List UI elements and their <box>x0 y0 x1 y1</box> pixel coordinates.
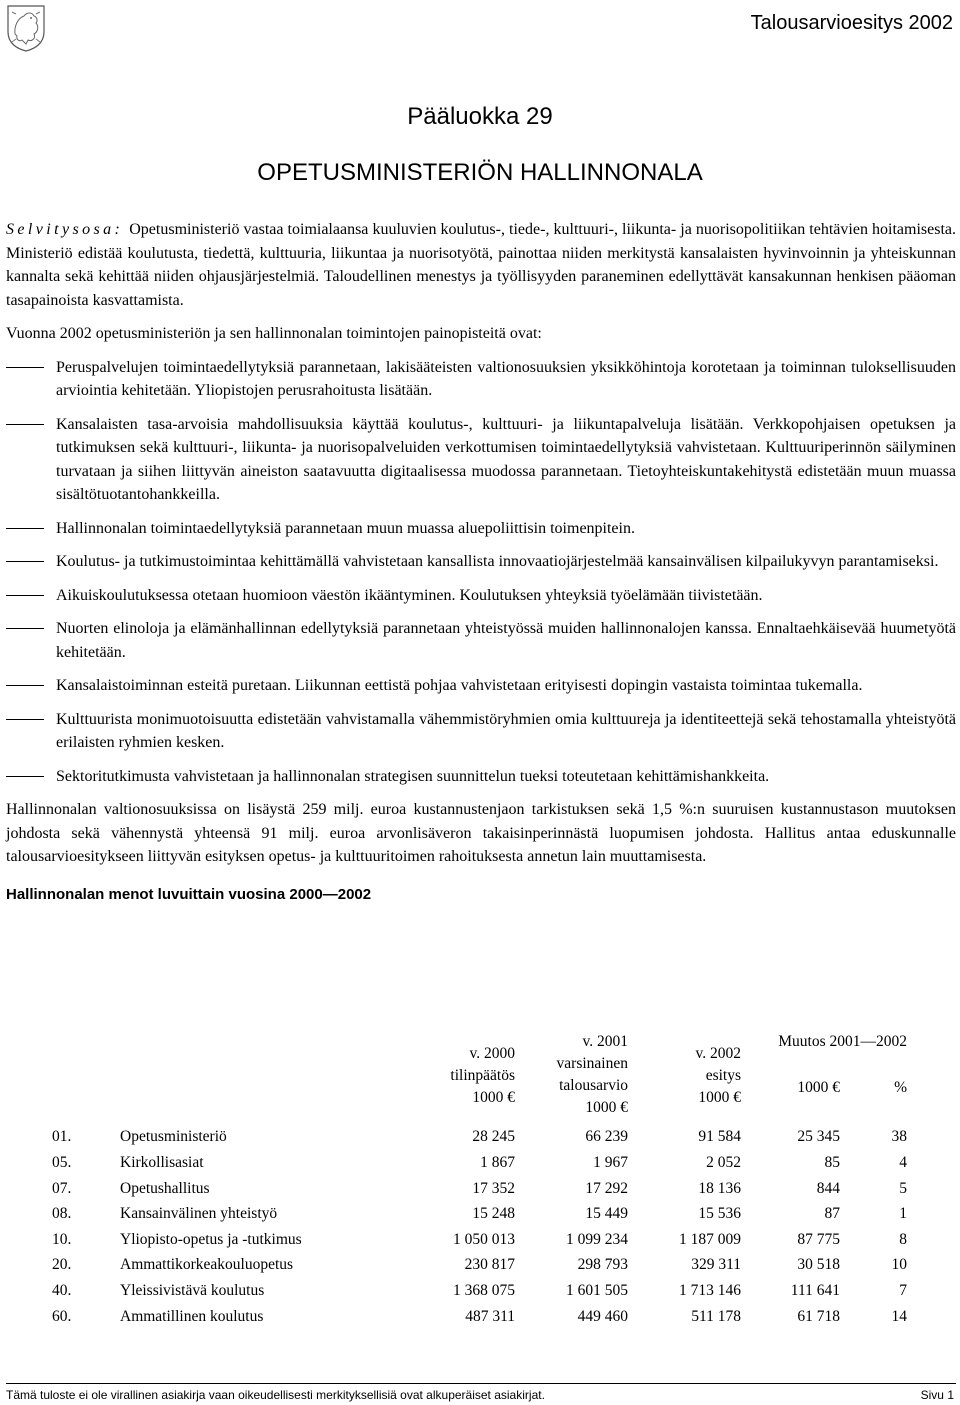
dash-bullet-icon <box>6 561 44 562</box>
table-row: 01. Opetusministeriö 28 245 66 239 91 584 25 345 38 <box>52 1128 907 1145</box>
intro-paragraph <box>6 218 956 312</box>
section-label: Selvitysosa: <box>6 221 124 238</box>
list-item: Nuorten elinoloja ja elämänhallinnan edellytyksiä parannetaan yhteistyössä muiden hallinnonalojen kanssa. Ennaltaehkäisevää huumetyötä kehitetään. <box>6 617 956 664</box>
list-item: Hallinnonalan toimintaedellytyksiä parannetaan muun muassa aluepoliittisin toimenpitein. <box>6 517 956 541</box>
list-item: Kansalaisten tasa-arvoisia mahdollisuuksia käyttää koulutus-, kulttuuri- ja liikuntapalveluja lisätään. Verkkopohjaisen opetuksen ja tutkimuksen sekä kulttuuri-, liikunta- ja nuorisopalveluiden verkottumisen toimintaedellytyksiä vahvistetaan. Kulttuuriperinnön säilyminen turvataan ja siihen liittyvän aineiston saatavuutta digitaalisessa muodossa parannetaan. Tietoyhteiskuntakehitystä edistetään muun muassa sisältötuotantohankkeilla. <box>6 413 956 507</box>
dash-bullet-icon <box>6 528 44 529</box>
header-change-pct: % <box>894 1079 907 1096</box>
table-title: Hallinnonalan menot luvuittain vuosina 2000—2002 <box>6 885 372 903</box>
header-v2001: v. 2001 varsinainen talousarvio 1000 € <box>556 1033 628 1116</box>
list-item: Aikuiskoulutuksessa otetaan huomioon väestön ikääntyminen. Koulutuksen yhteyksiä työelämään tiivistetään. <box>6 584 956 608</box>
table-row: 60. Ammatillinen koulutus 487 311 449 460 511 178 61 718 14 <box>52 1308 907 1325</box>
footer-disclaimer: Tämä tuloste ei ole virallinen asiakirja vaan oikeudellisesti merkityksellisiä ovat alkuperäiset asiakirjat. <box>6 1388 545 1402</box>
sub-title: OPETUSMINISTERIÖN HALLINNONALA <box>257 159 703 186</box>
header-v2002: v. 2002 esitys 1000 € <box>695 1045 741 1106</box>
main-title: Pääluokka 29 <box>407 103 553 130</box>
priorities-list <box>6 356 956 789</box>
dash-bullet-icon <box>6 628 44 629</box>
list-item: Kansalaistoiminnan esteitä puretaan. Liikunnan eettistä pohjaa vahvistetaan erityisesti dopingin vastaista toimintaa tukemalla. <box>6 674 956 698</box>
dash-bullet-icon <box>6 595 44 596</box>
header-change: Muutos 2001—2002 <box>778 1033 907 1050</box>
dash-bullet-icon <box>6 719 44 720</box>
list-item: Koulutus- ja tutkimustoimintaa kehittämällä vahvistetaan kansallista innovaatiojärjestelmää kansainvälisen kilpailukyvyn parantamiseksi. <box>6 550 956 574</box>
dash-bullet-icon <box>6 685 44 686</box>
header-change-abs: 1000 € <box>797 1079 840 1096</box>
priorities-intro: Vuonna 2002 opetusministeriön ja sen hallinnonalan toimintojen painopisteitä ovat: <box>6 325 542 342</box>
list-item: Kulttuurista monimuotoisuutta edistetään vahvistamalla vähemmistöryhmien omia kulttuureja ja identiteettejä sekä tehostamalla yhteistyötä erilaisten ryhmien kesken. <box>6 708 956 755</box>
header-v2000: v. 2000 tilinpäätös 1000 € <box>450 1045 515 1106</box>
table-row: 10. Yliopisto-opetus ja -tutkimus 1 050 013 1 099 234 1 187 009 87 775 8 <box>52 1231 907 1248</box>
table-row: 05. Kirkollisasiat 1 867 1 967 2 052 85 4 <box>52 1154 907 1171</box>
table-row: 08. Kansainvälinen yhteistyö 15 248 15 449 15 536 87 1 <box>52 1205 907 1222</box>
closing-paragraph: Hallinnonalan valtionosuuksissa on lisäystä 259 milj. euroa kustannustenjaon tarkistuksen sekä 1,5 %:n suuruisen kustannustason muutoksen johdosta sekä vähennystä yhteensä 91 milj. euroa arvonlisäveron takaisinperinnästä luopumisen johdosta. Hallitus antaa eduskunnalle talousarvioesitykseen liittyvän esityksen opetus- ja kulttuuritoimen rahoituksesta annetun lain muuttamisesta. <box>6 801 956 865</box>
footer-divider <box>6 1383 956 1384</box>
list-item: Sektoritutkimusta vahvistetaan ja hallinnonalan strategisen suunnittelun tueksi toteutetaan kehittämishankkeita. <box>6 765 956 789</box>
page-number: Sivu 1 <box>920 1388 954 1402</box>
table-row: 40. Yleissivistävä koulutus 1 368 075 1 601 505 1 713 146 111 641 7 <box>52 1282 907 1299</box>
dash-bullet-icon <box>6 424 44 425</box>
finnish-lion-emblem-icon <box>6 4 46 52</box>
list-item: Peruspalvelujen toimintaedellytyksiä parannetaan, lakisääteisten valtionosuuksien yksikköhintoja korotetaan ja toiminnan tuloksellisuuden arviointia kehitetään. Yliopistojen perusrahoitusta lisätään. <box>6 356 956 403</box>
table-row: 07. Opetushallitus 17 352 17 292 18 136 844 5 <box>52 1180 907 1197</box>
dash-bullet-icon <box>6 367 44 368</box>
document-header-title: Talousarvioesitys 2002 <box>750 12 953 34</box>
table-row: 20. Ammattikorkeakouluopetus 230 817 298 793 329 311 30 518 10 <box>52 1256 907 1273</box>
intro-text: Opetusministeriö vastaa toimialaansa kuuluvien koulutus-, tiede-, kulttuuri-, liikunta- ja nuorisopolitiikan tehtävien hoitamisesta. Ministeriö edistää koulutusta, tiedettä, kulttuuria, liikuntaa ja nuorisotyötä, painottaa niiden merkitystä kansalaisten hyvinvoinnin ja yhteiskunnan kannalta sekä kehittää niiden ohjausjärjestelmiä. Taloudellinen menestys ja työllisyyden paraneminen edellyttävät kansakunnan henkisen pääoman tasapainoista kasvattamista. <box>6 221 956 309</box>
dash-bullet-icon <box>6 776 44 777</box>
document-body <box>6 218 956 906</box>
